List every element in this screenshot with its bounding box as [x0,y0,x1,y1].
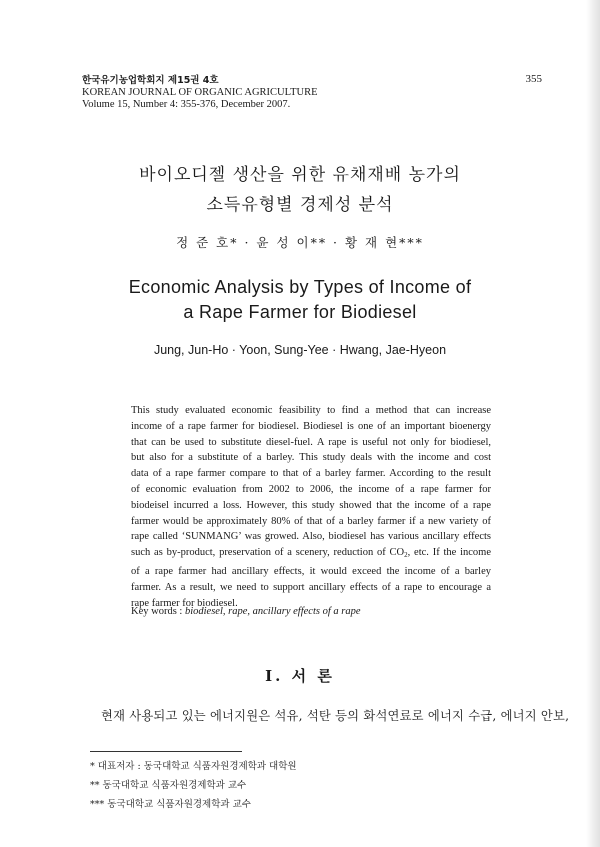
title-korean-line2: 소득유형별 경제성 분석 [206,195,394,215]
page-number: 355 [525,73,542,85]
abstract [131,403,491,611]
authors-english: Jung, Jun-Ho · Yoon, Sung-Yee · Hwang, Jae-Hyeon [153,343,447,357]
title-english-line1: Economic Analysis by Types of Income of [128,277,472,297]
title-korean-line1: 바이오디젤 생산을 위한 유채재배 농가의 [139,165,461,185]
journal-volume: Volume 15, Number 4: 355-376, December 2007. [82,99,291,110]
footnote-corresponding-author: * 대표저자 : 동국대학교 식품자원경제학과 대학원 [90,761,297,772]
journal-title-korean: 한국유기농업학회지 제15권 4호 [82,75,219,86]
abstract-line-co2-tail: , etc. If the income [407,547,492,559]
abstract-line: that can be used to substitute diesel-fuel. A rape is useful not only for biodiesel, [131,436,491,448]
keywords [131,606,361,617]
body-first-line: 현재 사용되고 있는 에너지원은 석유, 석탄 등의 화석연료로 에너지 수급, 에너지 안보, [101,709,570,723]
footnote-third-author: *** 동국대학교 식품자원경제학과 교수 [90,799,251,810]
scan-edge-shadow [586,0,600,847]
abstract-line: data of a rape farmer compare to that of a barley farmer. According to the result [131,468,491,480]
abstract-line: but also for a substitute of a barley. This study deals with the income and cost [131,452,491,464]
keywords-values: biodiesel, rape, ancillary effects of a rape [184,606,361,617]
abstract-line-co2 [131,545,491,564]
abstract-line: rape farmer for biodiesel. [131,597,238,609]
title-english-line2: a Rape Farmer for Biodiesel [183,302,417,322]
footnotes [90,757,297,814]
abstract-line: biodeisel incurred a loss. However, this study showed that the income of a rape [131,499,491,511]
abstract-line-co2-head: such as by-product, preservation of a scenery, reduction of CO [131,547,405,559]
abstract-line: This study evaluated economic feasibility to find a method that can increase [131,405,491,416]
journal-title-english: KOREAN JOURNAL OF ORGANIC AGRICULTURE [82,87,318,98]
abstract-line: of a rape farmer had ancillary effects, it would exceed the income of a barley [131,565,491,577]
journal-header [82,75,318,111]
footnote-divider [90,751,242,752]
abstract-line: farmer. As a result, we need to support ancillary effects of a rape to encourage a [131,581,491,593]
section-heading-introduction: I. 서 론 [265,667,335,685]
keywords-label: Key words : [131,606,183,617]
footnote-second-author: ** 동국대학교 식품자원경제학과 교수 [90,780,247,791]
abstract-line: farmer would be approximately 80% of that of a barley farmer if a new variety of [131,515,491,527]
co2-subscript: 2 [404,551,408,560]
abstract-line: of economic evaluation from 2002 to 2006, the income of a rape farmer for [131,483,491,495]
abstract-line: rape called ‘SUNMANG’ was growed. Also, biodiesel has various ancillary effects [131,531,491,543]
abstract-line: income of a rape farmer for biodiesel. Biodiesel is one of an important bioenergy [131,420,491,432]
authors-korean: 정 준 호* · 윤 성 이** · 황 재 현*** [176,235,424,250]
